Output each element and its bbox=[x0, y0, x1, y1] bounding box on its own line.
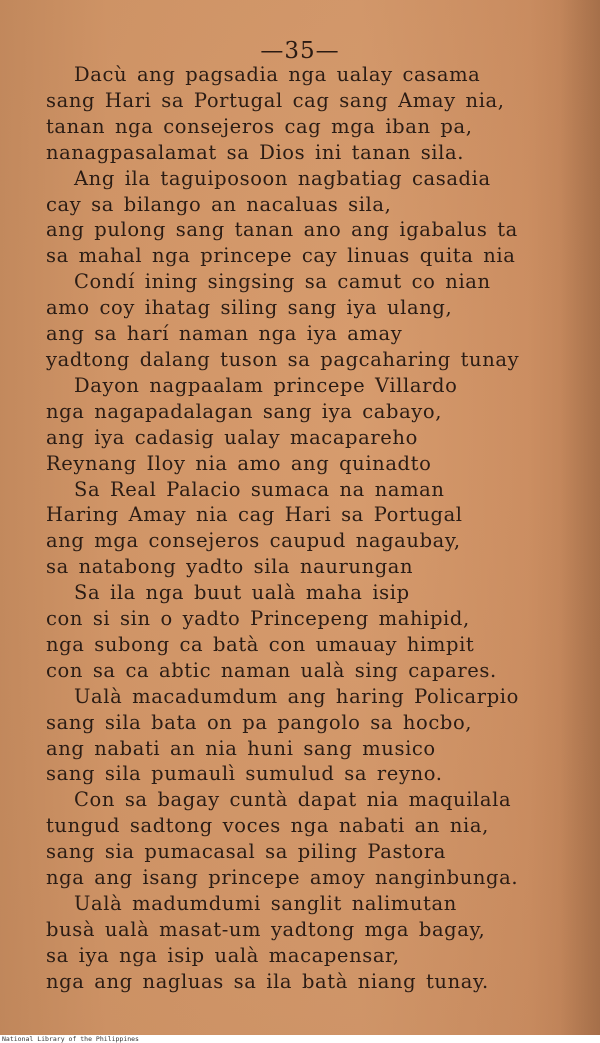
poem-line: sang sila bata on pa pangolo sa hocbo, bbox=[46, 710, 473, 734]
poem-line: Condí ining singsing sa camut co nian bbox=[74, 270, 491, 294]
stanza bbox=[46, 166, 566, 270]
poem-line: Sa Real Palacio sumaca na naman bbox=[74, 477, 445, 501]
poem-line: con sa ca abtic naman ualà sing capares. bbox=[46, 658, 497, 682]
stanza bbox=[46, 477, 566, 581]
poem-line: sang sia pumacasal sa piling Pastora bbox=[46, 840, 446, 864]
stanza bbox=[46, 787, 566, 891]
poem-line: sang Hari sa Portugal cag sang Amay nia, bbox=[46, 88, 505, 112]
poem-line: ang mga consejeros caupud nagaubay, bbox=[46, 529, 461, 553]
poem-line: nga ang nagluas sa ila batà niang tunay. bbox=[46, 969, 489, 993]
poem-line: sang sila pumaulì sumulud sa reyno. bbox=[46, 762, 443, 786]
poem-line: Dacù ang pagsadia nga ualay casama bbox=[74, 63, 481, 86]
poem-line: ang pulong sang tanan ano ang igabalus ta bbox=[46, 218, 518, 242]
poem-line: sa iya nga isip ualà macapensar, bbox=[46, 943, 400, 967]
poem-line: ang nabati an nia huni sang musico bbox=[46, 736, 436, 760]
library-credit: National Library of the Philippines bbox=[2, 1035, 139, 1043]
poem-line: Con sa bagay cuntà dapat nia maquilala bbox=[74, 788, 512, 812]
stanza bbox=[46, 580, 566, 684]
poem-line: cay sa bilango an nacaluas sila, bbox=[46, 192, 392, 216]
poem-line: tanan nga consejeros cag mga iban pa, bbox=[46, 114, 473, 138]
poem-line: amo coy ihatag siling sang iya ulang, bbox=[46, 296, 453, 320]
poem-line: ang sa harí naman nga iya amay bbox=[46, 322, 403, 346]
page-edge-shadow bbox=[560, 0, 600, 1035]
poem-line: nga nagapadalagan sang iya cabayo, bbox=[46, 399, 443, 423]
poem-line: nga subong ca batà con umauay himpit bbox=[46, 632, 475, 656]
poem-line: nga ang isang princepe amoy nanginbunga. bbox=[46, 866, 519, 890]
stanza bbox=[46, 684, 566, 788]
poem-line: Ualà macadumdum ang haring Policarpio bbox=[74, 684, 519, 708]
poem-line: sa natabong yadto sila naurungan bbox=[46, 555, 414, 579]
poem-line: Haring Amay nia cag Hari sa Portugal bbox=[46, 503, 463, 527]
stanza bbox=[46, 373, 566, 477]
poem-line: Reynang Iloy nia amo ang quinadto bbox=[46, 451, 432, 475]
stanza bbox=[46, 269, 566, 373]
poem-line: ang iya cadasig ualay macapareho bbox=[46, 425, 418, 449]
poem-line: Dayon nagpaalam princepe Villardo bbox=[74, 373, 458, 397]
poem-text bbox=[46, 62, 566, 995]
stanza bbox=[46, 891, 566, 995]
poem-line: Ang ila taguiposoon nagbatiag casadia bbox=[74, 166, 491, 190]
stanza bbox=[46, 62, 566, 166]
poem-line: Sa ila nga buut ualà maha isip bbox=[74, 581, 410, 605]
poem-line: yadtong dalang tuson sa pagcaharing tunay bbox=[46, 347, 520, 371]
poem-line: Ualà madumdumi sanglit nalimutan bbox=[74, 892, 457, 915]
page-number: —35— bbox=[260, 38, 340, 64]
poem-line: tungud sadtong voces nga nabati an nia, bbox=[46, 814, 489, 838]
poem-line: sa mahal nga princepe cay linuas quita nia bbox=[46, 244, 516, 268]
poem-line: busà ualà masat-um yadtong mga bagay, bbox=[46, 917, 486, 941]
poem-line: con si sin o yadto Princepeng mahipid, bbox=[46, 607, 470, 631]
poem-line: nanagpasalamat sa Dios ini tanan sila. bbox=[46, 140, 464, 164]
